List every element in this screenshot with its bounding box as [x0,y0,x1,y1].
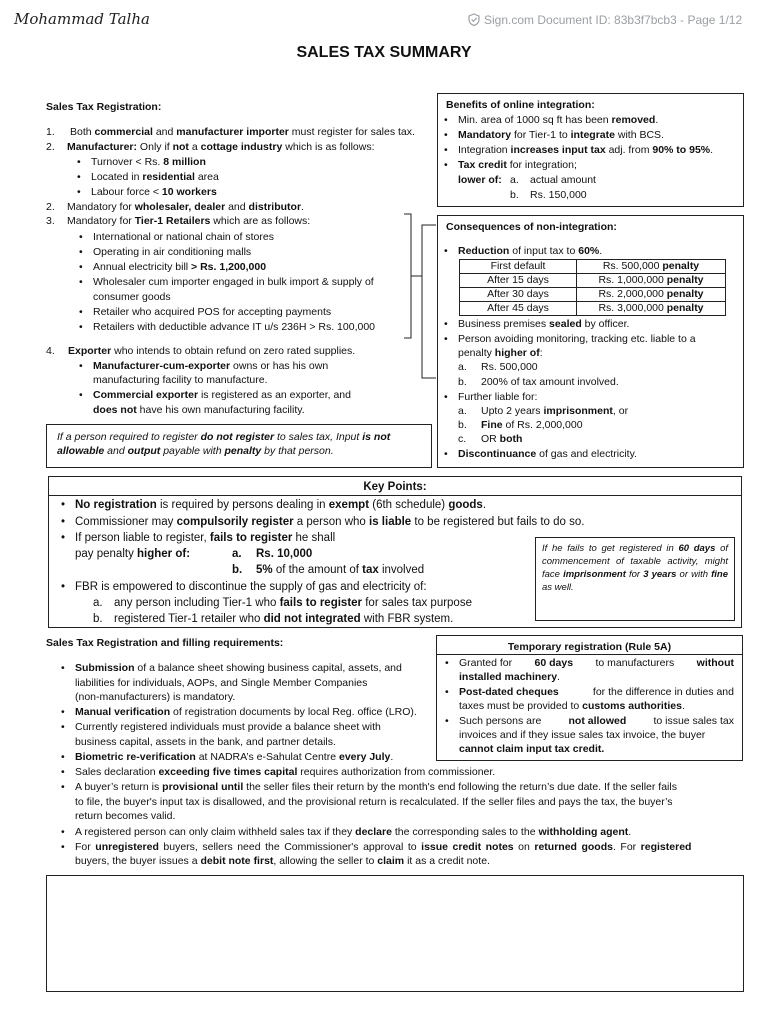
list-item: 3. [46,215,55,227]
list-item: • Sales declaration exceeding five times capital requires authorization from commissioner. [75,765,495,779]
list-item: • Manual verification of registration documents by local Reg. office (LRO). [75,705,417,719]
note-line-1: If a person required to register do not register to sales tax, Input is not [57,431,391,443]
list-item: • Mandatory for Tier-1 to integrate with BCS. [458,128,664,142]
consequences-heading: Consequences of non-integration: [446,221,617,233]
table-row [460,260,726,274]
list-item [459,685,734,713]
list-item: • FBR is empowered to discontinue the supply of gas and electricity of: [75,579,427,595]
list-item-continued: liabilities for individuals, AOPs, and Single Member Companies [75,677,368,689]
list-item-text: registered Tier-1 retailer who did not integrated with FBR system. [114,613,454,625]
list-item: • Manufacturer-cum-exporter owns or has his own [93,359,328,373]
registration-note-box [46,424,432,468]
temporary-registration-box [436,635,743,761]
list-item: • If person liable to register, fails to register he shall [75,530,335,546]
list-item [459,714,734,756]
list-item-text: OR both [481,433,523,445]
penalty-note-box: If he fails to get registered in 60 days of commencement of taxable activity, might face imprisonment for 3 years or with fine as well. [535,537,735,621]
list-item: • Commissioner may compulsorily register a person who is liable to be registered but fails to do so. [75,514,584,530]
list-item: • Retailers with deductible advance IT u/s 236H > Rs. 100,000 [93,320,375,334]
list-item-text: Rs. 150,000 [530,189,587,201]
list-item: • International or national chain of stores [93,230,274,244]
list-item: 2. [46,141,55,153]
list-item-continued: to file, the buyer's input tax is disallowed, and the provisional return is recalculated. If the seller files and pays the tax, the buyer’s [75,796,673,808]
key-points-header [49,477,741,496]
list-item: • A buyer’s return is provisional until the seller files their return by the month's end following the return’s due date. If the seller fails [75,780,677,794]
list-item-text: Both commercial and manufacturer importer must register for sales tax. [70,126,415,138]
list-item-text: Mandatory for wholesaler, dealer and distributor. [67,201,304,213]
list-item: b. [510,189,519,201]
list-item: • Labour force < 10 workers [91,185,217,199]
filing-heading: Sales Tax Registration and filling requirements: [46,637,284,649]
document-id [468,13,742,29]
temporary-header [437,636,742,655]
lower-of-label: lower of: [458,174,502,186]
list-item-continued: (non-manufacturers) is mandatory. [75,691,236,703]
list-item: • For unregistered buyers, sellers need the Commissioner's approval to issue credit notes on returned goods. For registered [75,840,691,854]
list-item: b. [458,376,467,388]
list-item-continued: return becomes valid. [75,810,176,822]
list-item: a. [510,174,519,186]
empty-notes-box [46,875,744,992]
table-row [460,288,726,302]
list-item: c. [458,433,467,445]
list-item-continued: does not have his own manufacturing facility. [93,404,305,416]
note-line-2: allowable and output payable with penalty by that person. [57,445,334,457]
list-item-text: Upto 2 years imprisonment, or [481,405,629,417]
list-item: 1. [46,126,55,138]
list-item: • Business premises sealed by officer. [458,317,629,331]
list-item-continued: buyers, the buyer issues a debit note first, allowing the seller to claim it as a credit note. [75,855,490,867]
list-item-text: any person including Tier-1 who fails to register for sales tax purpose [114,597,472,609]
key-points-box [48,476,742,628]
list-item: a. [232,548,242,560]
penalty-cell: Rs. 3,000,000 penalty [577,302,726,316]
list-item-text: Manufacturer: Only if not a cottage industry which is as follows: [67,141,375,153]
list-item-continued: penalty higher of: [458,347,543,359]
table-row [460,302,726,316]
list-item-line: • Granted for 60 days to manufacturers without [459,657,734,669]
penalty-table [459,259,726,316]
list-item-text: 5% of the amount of tax involved [256,564,425,576]
penalty-cell: Rs. 2,000,000 penalty [577,288,726,302]
list-item: • Turnover < Rs. 8 million [91,155,206,169]
list-item: • Retailer who acquired POS for accepting payments [93,305,331,319]
list-item: • A registered person can only claim withheld sales tax if they declare the corresponding sales to the withholding agent. [75,825,631,839]
registration-heading: Sales Tax Registration: [46,101,162,113]
list-item: • Biometric re-verification at NADRA’s e-Sahulat Centre every July. [75,750,393,764]
list-item: • Reduction of input tax to 60%. [458,244,602,258]
list-item: • Submission of a balance sheet showing business capital, assets, and [75,661,402,675]
benefits-heading: Benefits of online integration: [446,99,595,111]
list-item-line: • Such persons are not allowed to issue sales tax [459,715,734,727]
list-item: b. [232,564,243,576]
table-row [460,274,726,288]
period-cell: After 15 days [460,274,577,288]
period-cell: First default [460,260,577,274]
document-id-text: Sign.com Document ID: 83b3f7bcb3 - Page 1/12 [484,13,743,27]
bracket-connector [400,210,440,385]
list-item: • Further liable for: [458,390,537,404]
list-item-text: 200% of tax amount involved. [481,376,619,388]
list-item: a. [458,405,467,417]
list-item-text: Fine of Rs. 2,000,000 [481,419,583,431]
list-item: • Annual electricity bill > Rs. 1,200,000 [93,260,266,274]
list-item-text: Mandatory for Tier-1 Retailers which are as follows: [67,215,311,227]
list-item: • Located in residential area [91,170,219,184]
list-item: • Currently registered individuals must provide a balance sheet with [75,720,381,734]
list-item: a. [458,361,467,373]
penalty-cell: Rs. 500,000 penalty [577,260,726,274]
list-item-continued: manufacturing facility to manufacture. [93,374,268,386]
list-item: • Integration increases input tax adj. from 90% to 95%. [458,143,713,157]
period-cell: After 45 days [460,302,577,316]
list-item [459,656,734,684]
list-item-line: installed machinery. [459,671,560,683]
list-item-line: cannot claim input tax credit. [459,743,605,755]
list-item-text: Exporter who intends to obtain refund on zero rated supplies. [68,345,356,357]
list-item-text: Rs. 500,000 [481,361,538,373]
list-item-line: • Post-dated cheques for the difference in duties and [459,686,734,698]
consequences-box [437,215,744,468]
list-item-text: Rs. 10,000 [256,548,313,560]
list-item: 2. [46,201,55,213]
list-item: 4. [46,345,55,357]
shield-check-icon [468,13,480,29]
list-item: • Tax credit for integration; [458,158,577,172]
page-title: SALES TAX SUMMARY [296,44,472,61]
list-item: • Wholesaler cum importer engaged in bulk import & supply of [93,275,374,289]
author-signature: Mohammad Talha [14,10,150,28]
list-item: • Min. area of 1000 sq ft has been removed. [458,113,658,127]
list-item-line: invoices and if they issue sales tax invoice, the buyer [459,729,706,741]
period-cell: After 30 days [460,288,577,302]
list-item-continued: business capital, assets in the bank, and partner details. [75,736,336,748]
list-item-continued: consumer goods [93,291,171,303]
list-item-continued: pay penalty higher of: [75,548,191,560]
list-item: • Commercial exporter is registered as an exporter, and [93,388,351,402]
list-item: • Person avoiding monitoring, tracking etc. liable to a [458,332,696,346]
key-points-heading: Key Points: [363,481,427,493]
list-item-line: taxes must be provided to customs authorities. [459,700,685,712]
list-item: • Discontinuance of gas and electricity. [458,447,637,461]
benefits-box [437,93,744,207]
list-item: b. [458,419,467,431]
list-item: a. [93,597,103,609]
temporary-heading: Temporary registration (Rule 5A) [507,641,672,653]
list-item: • Operating in air conditioning malls [93,245,251,259]
list-item: • No registration is required by persons dealing in exempt (6th schedule) goods. [75,497,486,513]
list-item: b. [93,613,103,625]
list-item-text: actual amount [530,174,596,186]
penalty-cell: Rs. 1,000,000 penalty [577,274,726,288]
